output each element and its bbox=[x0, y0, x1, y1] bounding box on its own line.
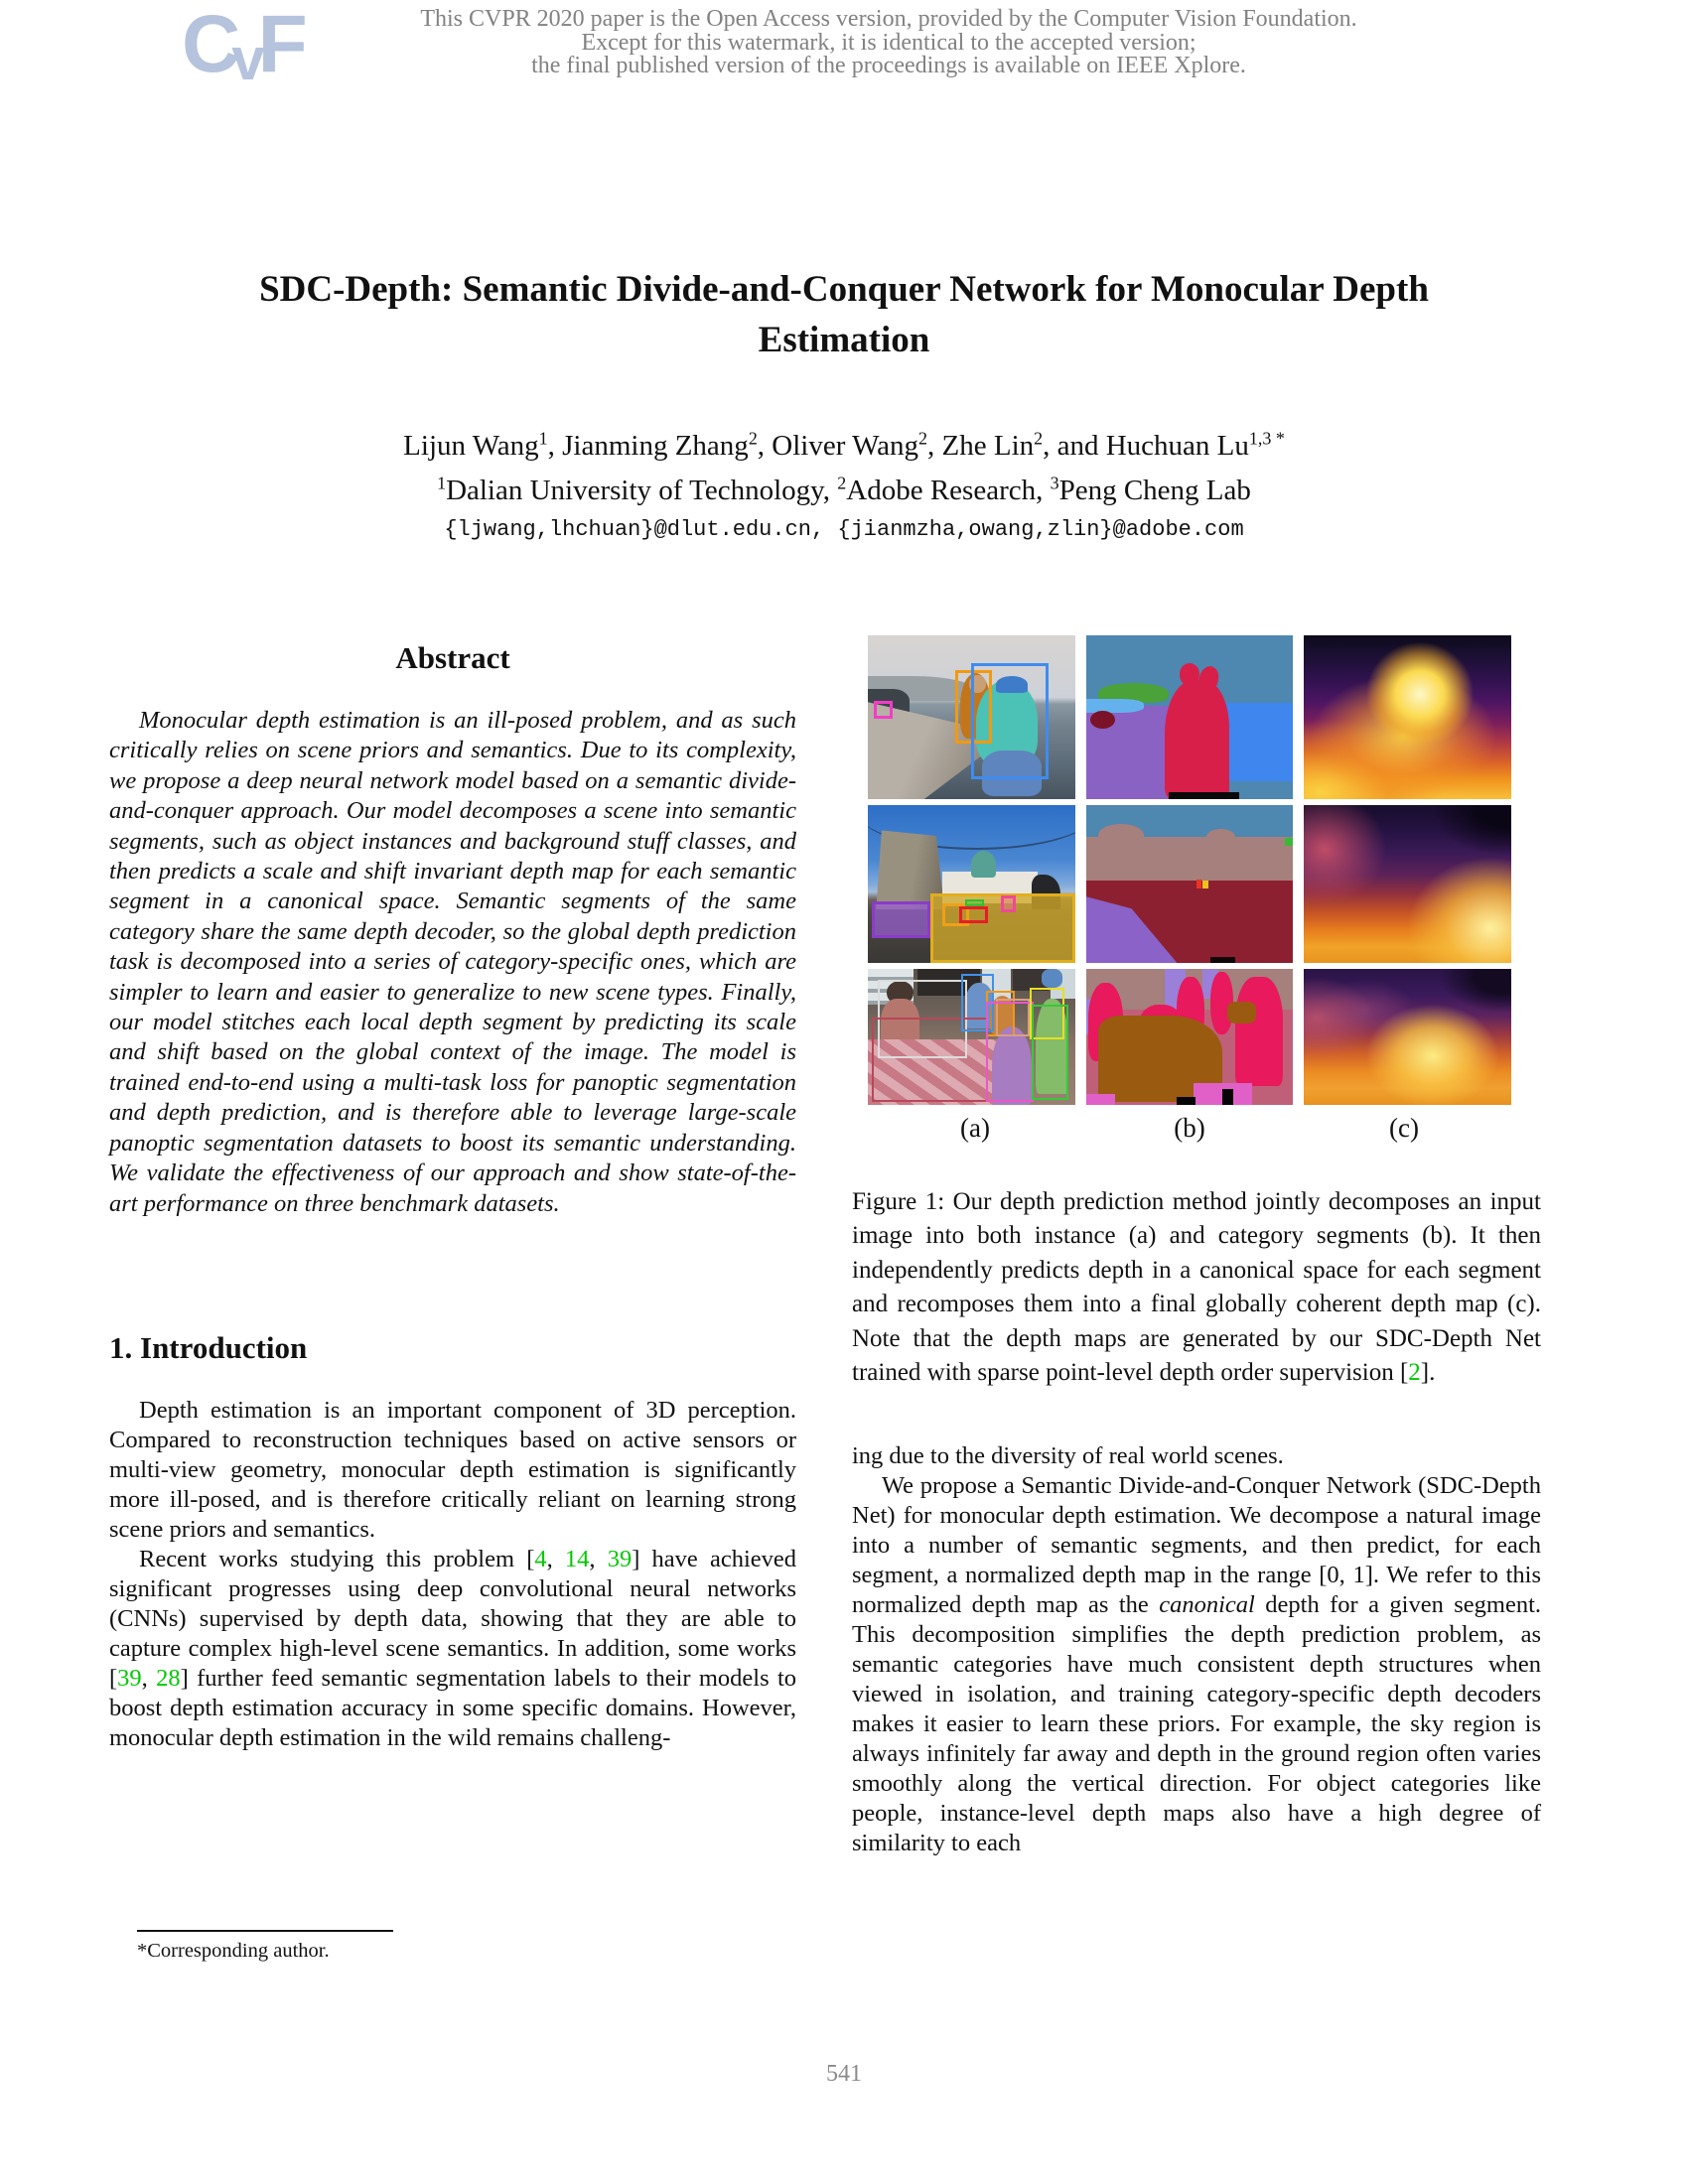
car-overlay bbox=[872, 901, 929, 938]
figure1-labels bbox=[868, 1113, 1511, 1144]
watermark-text bbox=[89, 8, 1688, 78]
fig1-row1-segmentation-image bbox=[1086, 635, 1294, 799]
text-segment: , Zhe Lin bbox=[927, 430, 1035, 462]
text-segment: ] have achieved significant progresses using deep convolutional neural networks (CNNs) supervised by depth data, showing that they are able to capture complex high-level scene semantics. In addition, some works [ bbox=[109, 1545, 797, 1692]
fig1-row2-depth-image bbox=[1304, 805, 1511, 963]
text-segment: , bbox=[546, 1545, 565, 1572]
watermark-line-1: This CVPR 2020 paper is the Open Access version, provided by the Computer Vision Foundation. bbox=[420, 6, 1357, 32]
text-segment: , Oliver Wang bbox=[757, 430, 919, 462]
left-column bbox=[109, 640, 796, 1753]
intro-paragraph-2 bbox=[109, 1545, 796, 1753]
abstract-heading: Abstract bbox=[395, 640, 510, 675]
footnote: *Corresponding author. bbox=[137, 1940, 330, 1962]
segment-void bbox=[1169, 792, 1239, 799]
text-segment: Figure 1: Our depth prediction method jointly decomposes an input image into both instance (a) and category segments (b). It then independently predicts depth in a canonical space for each segment and recomposes them into a final globally coherent depth map (c). Note that the depth maps are generated by our SDC-Depth Net trained with sparse point-level depth order supervision [ bbox=[852, 1188, 1541, 1387]
text-segment: , Jianming Zhang bbox=[547, 430, 749, 462]
text-segment: , bbox=[141, 1664, 157, 1692]
text-segment: 2 bbox=[837, 473, 847, 493]
segment-magenta bbox=[1086, 1094, 1115, 1105]
text-segment: Peng Cheng Lab bbox=[1058, 475, 1251, 506]
paper-title: SDC-Depth: Semantic Divide-and-Conquer Network for Monocular Depth Estimation bbox=[259, 269, 1429, 360]
bbox-magenta bbox=[986, 1002, 1034, 1102]
right-column bbox=[852, 635, 1541, 1858]
text-segment: 1 bbox=[538, 428, 548, 449]
right-paragraph-2 bbox=[852, 1471, 1541, 1858]
right-paragraph-1: ing due to the diversity of real world scenes. bbox=[852, 1442, 1284, 1470]
cvf-logo-letter: v bbox=[231, 26, 262, 92]
segment-void bbox=[1210, 957, 1235, 963]
fig1-row2-input-image bbox=[868, 805, 1075, 963]
citation-link[interactable]: 28 bbox=[156, 1664, 181, 1692]
text-segment: 2 bbox=[748, 428, 758, 449]
figure1-label-b: (b) bbox=[1174, 1113, 1205, 1143]
text-segment: 1,3 * bbox=[1248, 428, 1285, 449]
bbox-green bbox=[965, 899, 984, 906]
abstract-paragraph: Monocular depth estimation is an ill-posed problem, and as such critically relies on scene priors and semantics. Due to its complexity, we propose a deep neural network model based on a semantic divide-and-conquer approach. Our model decomposes a scene into semantic segments, such as object instances and background stuff classes, and then predicts a scale and shift invariant depth map for each semantic segment in a canonical space. Semantic segments of the same category share the same depth decoder, so the global depth prediction task is decomposed into a series of category-specific ones, which are simpler to learn and easier to generalize to new scene types. Finally, our model stitches each local depth segment by predicting its scale and shift based on the global context of the image. The model is trained end-to-end using a multi-task loss for panoptic segmentation and depth prediction, and is therefore able to leverage large-scale panoptic segmentation datasets to boost its semantic understanding. We validate the effectiveness of our approach and show state-of-the-art performance on three benchmark datasets. bbox=[109, 707, 796, 1217]
segment-person bbox=[1235, 977, 1283, 1086]
bbox-red bbox=[959, 906, 988, 923]
fig1-row3-input-image bbox=[868, 969, 1075, 1105]
person-blue-tint bbox=[1042, 969, 1062, 988]
bbox-blue bbox=[971, 663, 1048, 779]
dome-shape bbox=[971, 851, 996, 878]
segment-dot-yellow bbox=[1202, 881, 1208, 888]
figure1-label-c: (c) bbox=[1389, 1113, 1419, 1143]
figure1-label-a: (a) bbox=[960, 1113, 990, 1143]
fig1-row2-segmentation-image bbox=[1086, 805, 1294, 963]
citation-link[interactable]: 39 bbox=[117, 1664, 142, 1692]
text-segment: ]. bbox=[1420, 1359, 1436, 1387]
watermark-line-3: the final published version of the proceedings is available on IEEE Xplore. bbox=[531, 53, 1246, 78]
figure1-grid bbox=[868, 635, 1511, 1105]
citation-link[interactable]: 39 bbox=[607, 1545, 633, 1572]
text-segment: Dalian University of Technology, bbox=[446, 475, 838, 506]
fig1-row3-depth-image bbox=[1304, 969, 1511, 1105]
cvf-logo-letter: C bbox=[182, 0, 238, 89]
bbox-pink bbox=[1001, 895, 1017, 912]
text-segment: 2 bbox=[1034, 428, 1044, 449]
text-segment: Adobe Research, bbox=[846, 475, 1051, 506]
text-segment: Recent works studying this problem [ bbox=[139, 1545, 535, 1572]
authors-line bbox=[0, 430, 1688, 463]
segment-building-dome bbox=[1206, 829, 1235, 845]
footnote-rule bbox=[137, 1930, 393, 1932]
bbox-green bbox=[1032, 1005, 1069, 1100]
fig1-row1-input-image bbox=[868, 635, 1075, 799]
emails-line: {ljwang,lhchuan}@dlut.edu.cn, {jianmzha,owang,zlin}@adobe.com bbox=[444, 517, 1244, 542]
segment-void bbox=[1222, 1089, 1232, 1105]
text-segment: 2 bbox=[918, 428, 928, 449]
text-segment: , bbox=[589, 1545, 608, 1572]
citation-link[interactable]: 2 bbox=[1408, 1359, 1421, 1387]
text-segment: 3 bbox=[1050, 473, 1059, 493]
bbox-magenta bbox=[874, 701, 893, 719]
text-segment: Lijun Wang bbox=[403, 430, 539, 462]
segment-dot-green bbox=[1285, 838, 1293, 846]
segment-dot-red bbox=[1196, 880, 1201, 889]
page-number: 541 bbox=[826, 2061, 862, 2087]
segment-table bbox=[1227, 1002, 1256, 1024]
text-segment: We propose a Semantic Divide-and-Conquer Network (SDC-Depth Net) for monocular depth estimation. We decompose a natural image into a number of semantic segments, and then predict, for each segment, a normalized depth map in the range [0, 1]. We refer to this normalized depth map as the bbox=[852, 1472, 1541, 1619]
segment-void bbox=[1177, 1097, 1196, 1105]
text-segment: 1 bbox=[437, 473, 447, 493]
figure1-caption bbox=[852, 1185, 1541, 1390]
segment-blob bbox=[1090, 711, 1115, 729]
text-segment: , and Huchuan Lu bbox=[1043, 430, 1249, 462]
citation-link[interactable]: 4 bbox=[534, 1545, 547, 1572]
fig1-row1-depth-image bbox=[1304, 635, 1511, 799]
segment-building-dome bbox=[1098, 824, 1144, 846]
text-segment: ] further feed semantic segmentation labels to their models to boost depth estimation accuracy in some specific domains. However, monocular depth estimation in the wild remains challeng- bbox=[109, 1664, 796, 1751]
section-heading-introduction: 1. Introduction bbox=[109, 1329, 308, 1365]
segment-person-body bbox=[1165, 680, 1229, 799]
segment-strip bbox=[1086, 699, 1144, 712]
text-segment: depth for a given segment. This decomposition simplifies the depth prediction problem, as semantic categories have much consistent depth structures when viewed in isolation, and training category-specific depth decoders makes it easier to learn these priors. For example, the sky region is always infinitely far away and depth in the ground region often varies smoothly along the vertical direction. For object categories like people, instance-level depth maps also have a high degree of similarity to each bbox=[852, 1591, 1542, 1857]
citation-link[interactable]: 14 bbox=[564, 1545, 590, 1572]
affiliations-line bbox=[0, 475, 1688, 507]
text-segment: canonical bbox=[1159, 1591, 1255, 1619]
cvf-logo-letter: F bbox=[257, 0, 305, 89]
intro-paragraph-1: Depth estimation is an important component of 3D perception. Compared to reconstruction techniques based on active sensors or multi-view geometry, monocular depth estimation is significantly more ill-posed, and is therefore critically reliant on learning strong scene priors and semantics. bbox=[109, 1396, 796, 1543]
fig1-row3-segmentation-image bbox=[1086, 969, 1294, 1105]
watermark-line-2: Except for this watermark, it is identical to the accepted version; bbox=[581, 29, 1196, 56]
